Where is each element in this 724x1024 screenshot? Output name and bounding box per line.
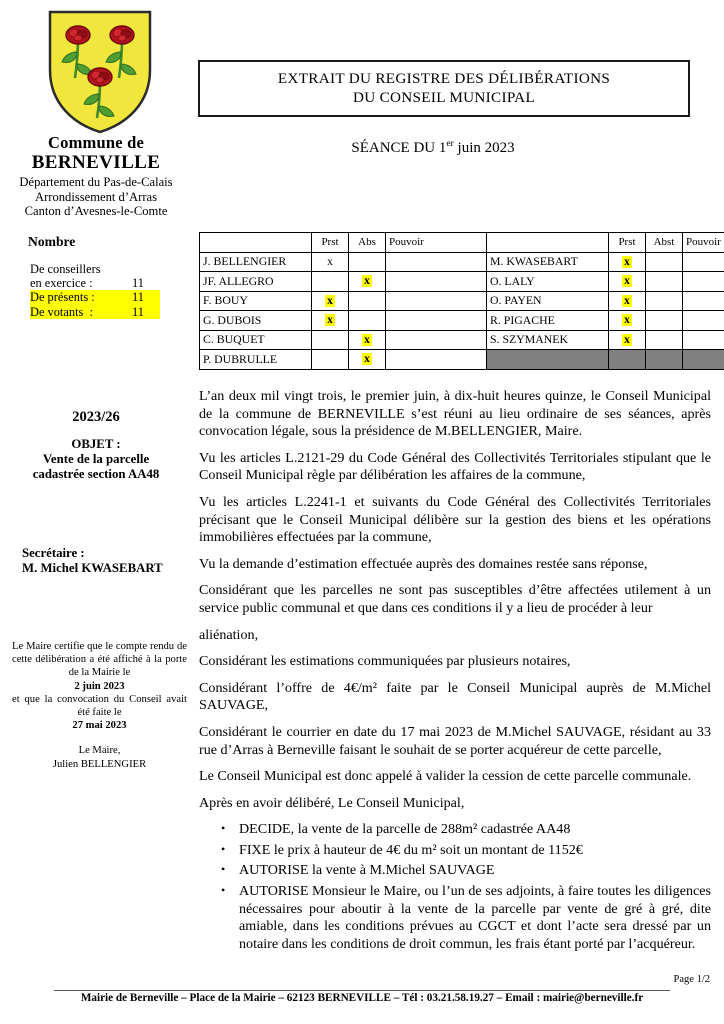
body-paragraph-alienation: aliénation, bbox=[199, 626, 259, 643]
cell-right-abst bbox=[646, 252, 683, 272]
decisions-list bbox=[199, 821, 711, 953]
commune-administrative-info bbox=[0, 175, 192, 219]
attendance-mark: x bbox=[624, 333, 630, 346]
decision-item-autorise-maire: • AUTORISE Monsieur le Maire, ou l’un de ses adjoints, à faire toutes les diligences nécessaires pour aboutir à la vente de la parcelle par vente de gré à gré, dite amiable, dans les conditions prévues au CGCT et dont l’acte sera dressé par un notaire dans les conditions de droit commun, les frais étant porté par l’acquéreur. bbox=[239, 883, 711, 953]
body-paragraph-considerant-offre: Considérant l’offre de 4€/m² faite par le Conseil Municipal auprès de M.Michel SAUVAGE, bbox=[199, 679, 711, 714]
cell-right-prst bbox=[609, 291, 646, 311]
body-paragraph-intro: L’an deux mil vingt trois, le premier juin, à dix-huit heures quinze, le Conseil Municipal de la commune de BERNEVILLE s’est réuni au lieu ordinaire de ses séances, après convocation légale, sous la présidence de M.BELLENGIER, Maire. bbox=[199, 388, 711, 440]
signature-name: Julien BELLENGIER bbox=[52, 758, 147, 770]
arrondissement-line: Arrondissement d’Arras bbox=[34, 189, 158, 204]
cell-right-abst bbox=[646, 291, 683, 311]
commune-label: Commune de bbox=[48, 133, 144, 152]
header-right-prst: Prst bbox=[609, 233, 646, 253]
table-row bbox=[200, 252, 724, 272]
certification-signature bbox=[12, 744, 187, 770]
cell-left-name: JF. ALLEGRO bbox=[200, 272, 312, 292]
objet-line-2: cadastrée section AA48 bbox=[32, 467, 160, 481]
cell-right-pouvoir bbox=[683, 272, 724, 292]
body-paragraph-considerant-courrier: Considérant le courrier en date du 17 mai 2023 de M.Michel SAUVAGE, résidant au 33 rue d’Arras à Berneville faisant le souhait de se porter acquéreur de cette parcelle, bbox=[199, 723, 711, 758]
cell-right-pouvoir-empty bbox=[683, 350, 724, 370]
body-paragraph-vu-2121: Vu les articles L.2121-29 du Code Général des Collectivités Territoriales stipulant que le Conseil Municipal règle par délibération les affaires de la commune, bbox=[199, 449, 711, 484]
cell-right-pouvoir bbox=[683, 311, 724, 331]
header-right-abst: Abst bbox=[646, 233, 683, 253]
attendance-mark: x bbox=[624, 314, 630, 327]
cell-right-prst bbox=[609, 272, 646, 292]
left-sidebar bbox=[0, 0, 192, 975]
secretaire-block bbox=[22, 546, 202, 576]
objet-label: OBJET : bbox=[71, 437, 121, 451]
signature-label: Le Maire, bbox=[78, 745, 121, 757]
objet-line-1: Vente de la parcelle bbox=[42, 452, 150, 466]
cell-right-name-empty bbox=[487, 350, 609, 370]
cell-right-name: R. PIGACHE bbox=[487, 311, 609, 331]
document-title-line-1: EXTRAIT DU REGISTRE DES DÉLIBÉRATIONS bbox=[277, 70, 611, 87]
decision-item-autorise-vente: • AUTORISE la vente à M.Michel SAUVAGE bbox=[239, 862, 711, 880]
body-paragraph-vu-demande: Vu la demande d’estimation effectuée auprès des domaines restée sans réponse, bbox=[199, 555, 648, 572]
attendance-mark: x bbox=[364, 333, 370, 346]
departement-line: Département du Pas-de-Calais bbox=[19, 175, 173, 189]
header-right-name bbox=[487, 233, 609, 253]
header-left-abs: Abs bbox=[349, 233, 386, 253]
cell-left-pouvoir bbox=[386, 252, 487, 272]
certification-line-1: Le Maire certifie que le compte rendu de cette délibération a été affiché à la porte de la Mairie le bbox=[12, 641, 187, 679]
attendance-table bbox=[199, 232, 724, 370]
attendance-mark: x bbox=[624, 255, 630, 268]
seance-suffix: juin 2023 bbox=[453, 140, 515, 156]
attendance-mark: x bbox=[624, 294, 630, 307]
coat-of-arms-icon bbox=[44, 8, 156, 136]
cell-left-name: G. DUBOIS bbox=[200, 311, 312, 331]
cell-right-pouvoir bbox=[683, 330, 724, 350]
body-paragraph-vu-2241: Vu les articles L.2241-1 et suivants du Code Général des Collectivités Territoriales précisant que le Conseil Municipal délibère sur la gestion des biens et les opérations immobilières effectuées par la commune, bbox=[199, 493, 711, 546]
cell-left-abs bbox=[349, 291, 386, 311]
table-header-row bbox=[200, 233, 724, 253]
cell-right-name: O. PAYEN bbox=[487, 291, 609, 311]
seance-date-line bbox=[198, 139, 668, 157]
nombre-heading: Nombre bbox=[28, 234, 76, 249]
count-row-conseillers: De conseillers bbox=[30, 262, 101, 276]
body-paragraph-considerant-1: Considérant que les parcelles ne sont pas susceptibles d’être affectées utilement à un service public communal et que dans ces conditions il y a lieu de procéder à leur bbox=[199, 582, 711, 616]
cell-left-prst bbox=[312, 252, 349, 272]
seance-prefix: SÉANCE DU 1 bbox=[351, 140, 447, 156]
body-paragraph-apres-delibere: Après en avoir délibéré, Le Conseil Municipal, bbox=[199, 794, 465, 811]
cell-left-name: J. BELLENGIER bbox=[200, 252, 312, 272]
footer-contact-info: Mairie de Berneville – Place de la Mairie – 62123 BERNEVILLE – Tél : 03.21.58.19.27 – Email : mairie@berneville.fr bbox=[80, 992, 644, 1004]
cell-left-pouvoir bbox=[386, 291, 487, 311]
body-paragraph-considerant-estimations: Considérant les estimations communiquées par plusieurs notaires, bbox=[199, 653, 571, 670]
attendance-mark: x bbox=[327, 294, 333, 307]
cell-left-pouvoir bbox=[386, 350, 487, 370]
decision-item-fixe: • FIXE le prix à hauteur de 4€ du m² soit un montant de 1152€ bbox=[239, 842, 711, 860]
cell-left-pouvoir bbox=[386, 330, 487, 350]
cell-right-prst bbox=[609, 330, 646, 350]
count-row-votants: De votants : 11 bbox=[30, 305, 160, 319]
attendance-mark: x bbox=[327, 255, 333, 268]
attendance-mark: x bbox=[364, 275, 370, 288]
nombre-counts bbox=[30, 262, 160, 319]
cell-right-abst bbox=[646, 272, 683, 292]
cell-right-abst-empty bbox=[646, 350, 683, 370]
table-row bbox=[200, 330, 724, 350]
cell-left-name: F. BOUY bbox=[200, 291, 312, 311]
cell-right-name: O. LALY bbox=[487, 272, 609, 292]
document-title-box bbox=[198, 60, 690, 117]
certification-convocation-date: 27 mai 2023 bbox=[72, 720, 127, 732]
objet-block bbox=[0, 437, 192, 482]
canton-line: Canton d’Avesnes-le-Comte bbox=[24, 204, 168, 219]
certification-posting-date: 2 juin 2023 bbox=[74, 680, 125, 692]
cell-left-name: C. BUQUET bbox=[200, 330, 312, 350]
cell-right-abst bbox=[646, 311, 683, 331]
cell-right-name: S. SZYMANEK bbox=[487, 330, 609, 350]
seance-ordinal-suffix: er bbox=[446, 139, 454, 149]
cell-left-prst bbox=[312, 330, 349, 350]
certification-line-2: et que la convocation du Conseil avait été faite le bbox=[12, 693, 187, 719]
deliberation-number: 2023/26 bbox=[72, 409, 120, 425]
header-left-pouvoir: Pouvoir bbox=[386, 233, 487, 253]
table-row bbox=[200, 291, 724, 311]
secretaire-name: M. Michel KWASEBART bbox=[22, 561, 163, 575]
decision-item-decide: • DECIDE, la vente de la parcelle de 288m² cadastrée AA48 bbox=[239, 821, 711, 839]
cell-left-pouvoir bbox=[386, 272, 487, 292]
cell-left-abs bbox=[349, 311, 386, 331]
commune-name: BERNEVILLE bbox=[31, 152, 161, 173]
cell-left-pouvoir bbox=[386, 311, 487, 331]
cell-right-pouvoir bbox=[683, 291, 724, 311]
table-row bbox=[200, 350, 724, 370]
attendance-mark: x bbox=[364, 353, 370, 366]
secretaire-label: Secrétaire : bbox=[22, 546, 85, 560]
cell-right-name: M. KWASEBART bbox=[487, 252, 609, 272]
attendance-mark: x bbox=[624, 275, 630, 288]
table-row bbox=[200, 272, 724, 292]
body-paragraph-cession: Le Conseil Municipal est donc appelé à valider la cession de cette parcelle communale. bbox=[199, 768, 692, 785]
page-number: Page 1/2 bbox=[673, 974, 710, 985]
count-row-exercice: en exercice : 11 bbox=[30, 276, 144, 291]
document-title-line-2: DU CONSEIL MUNICIPAL bbox=[352, 89, 536, 106]
cell-right-pouvoir bbox=[683, 252, 724, 272]
certification-block bbox=[12, 640, 187, 771]
header-left-name bbox=[200, 233, 312, 253]
cell-left-prst bbox=[312, 291, 349, 311]
table-row bbox=[200, 311, 724, 331]
cell-right-prst bbox=[609, 311, 646, 331]
cell-right-prst bbox=[609, 252, 646, 272]
cell-right-prst-empty bbox=[609, 350, 646, 370]
cell-left-prst bbox=[312, 311, 349, 331]
cell-left-abs bbox=[349, 252, 386, 272]
cell-left-prst bbox=[312, 272, 349, 292]
footer-divider bbox=[54, 990, 670, 991]
header-right-pouvoir: Pouvoir bbox=[683, 233, 724, 253]
header-left-prst: Prst bbox=[312, 233, 349, 253]
deliberation-body bbox=[199, 388, 711, 956]
cell-left-abs bbox=[349, 330, 386, 350]
cell-left-prst bbox=[312, 350, 349, 370]
count-row-presents: De présents : 11 bbox=[30, 290, 160, 304]
attendance-mark: x bbox=[327, 314, 333, 327]
cell-right-abst bbox=[646, 330, 683, 350]
cell-left-abs bbox=[349, 272, 386, 292]
cell-left-abs bbox=[349, 350, 386, 370]
cell-left-name: P. DUBRULLE bbox=[200, 350, 312, 370]
